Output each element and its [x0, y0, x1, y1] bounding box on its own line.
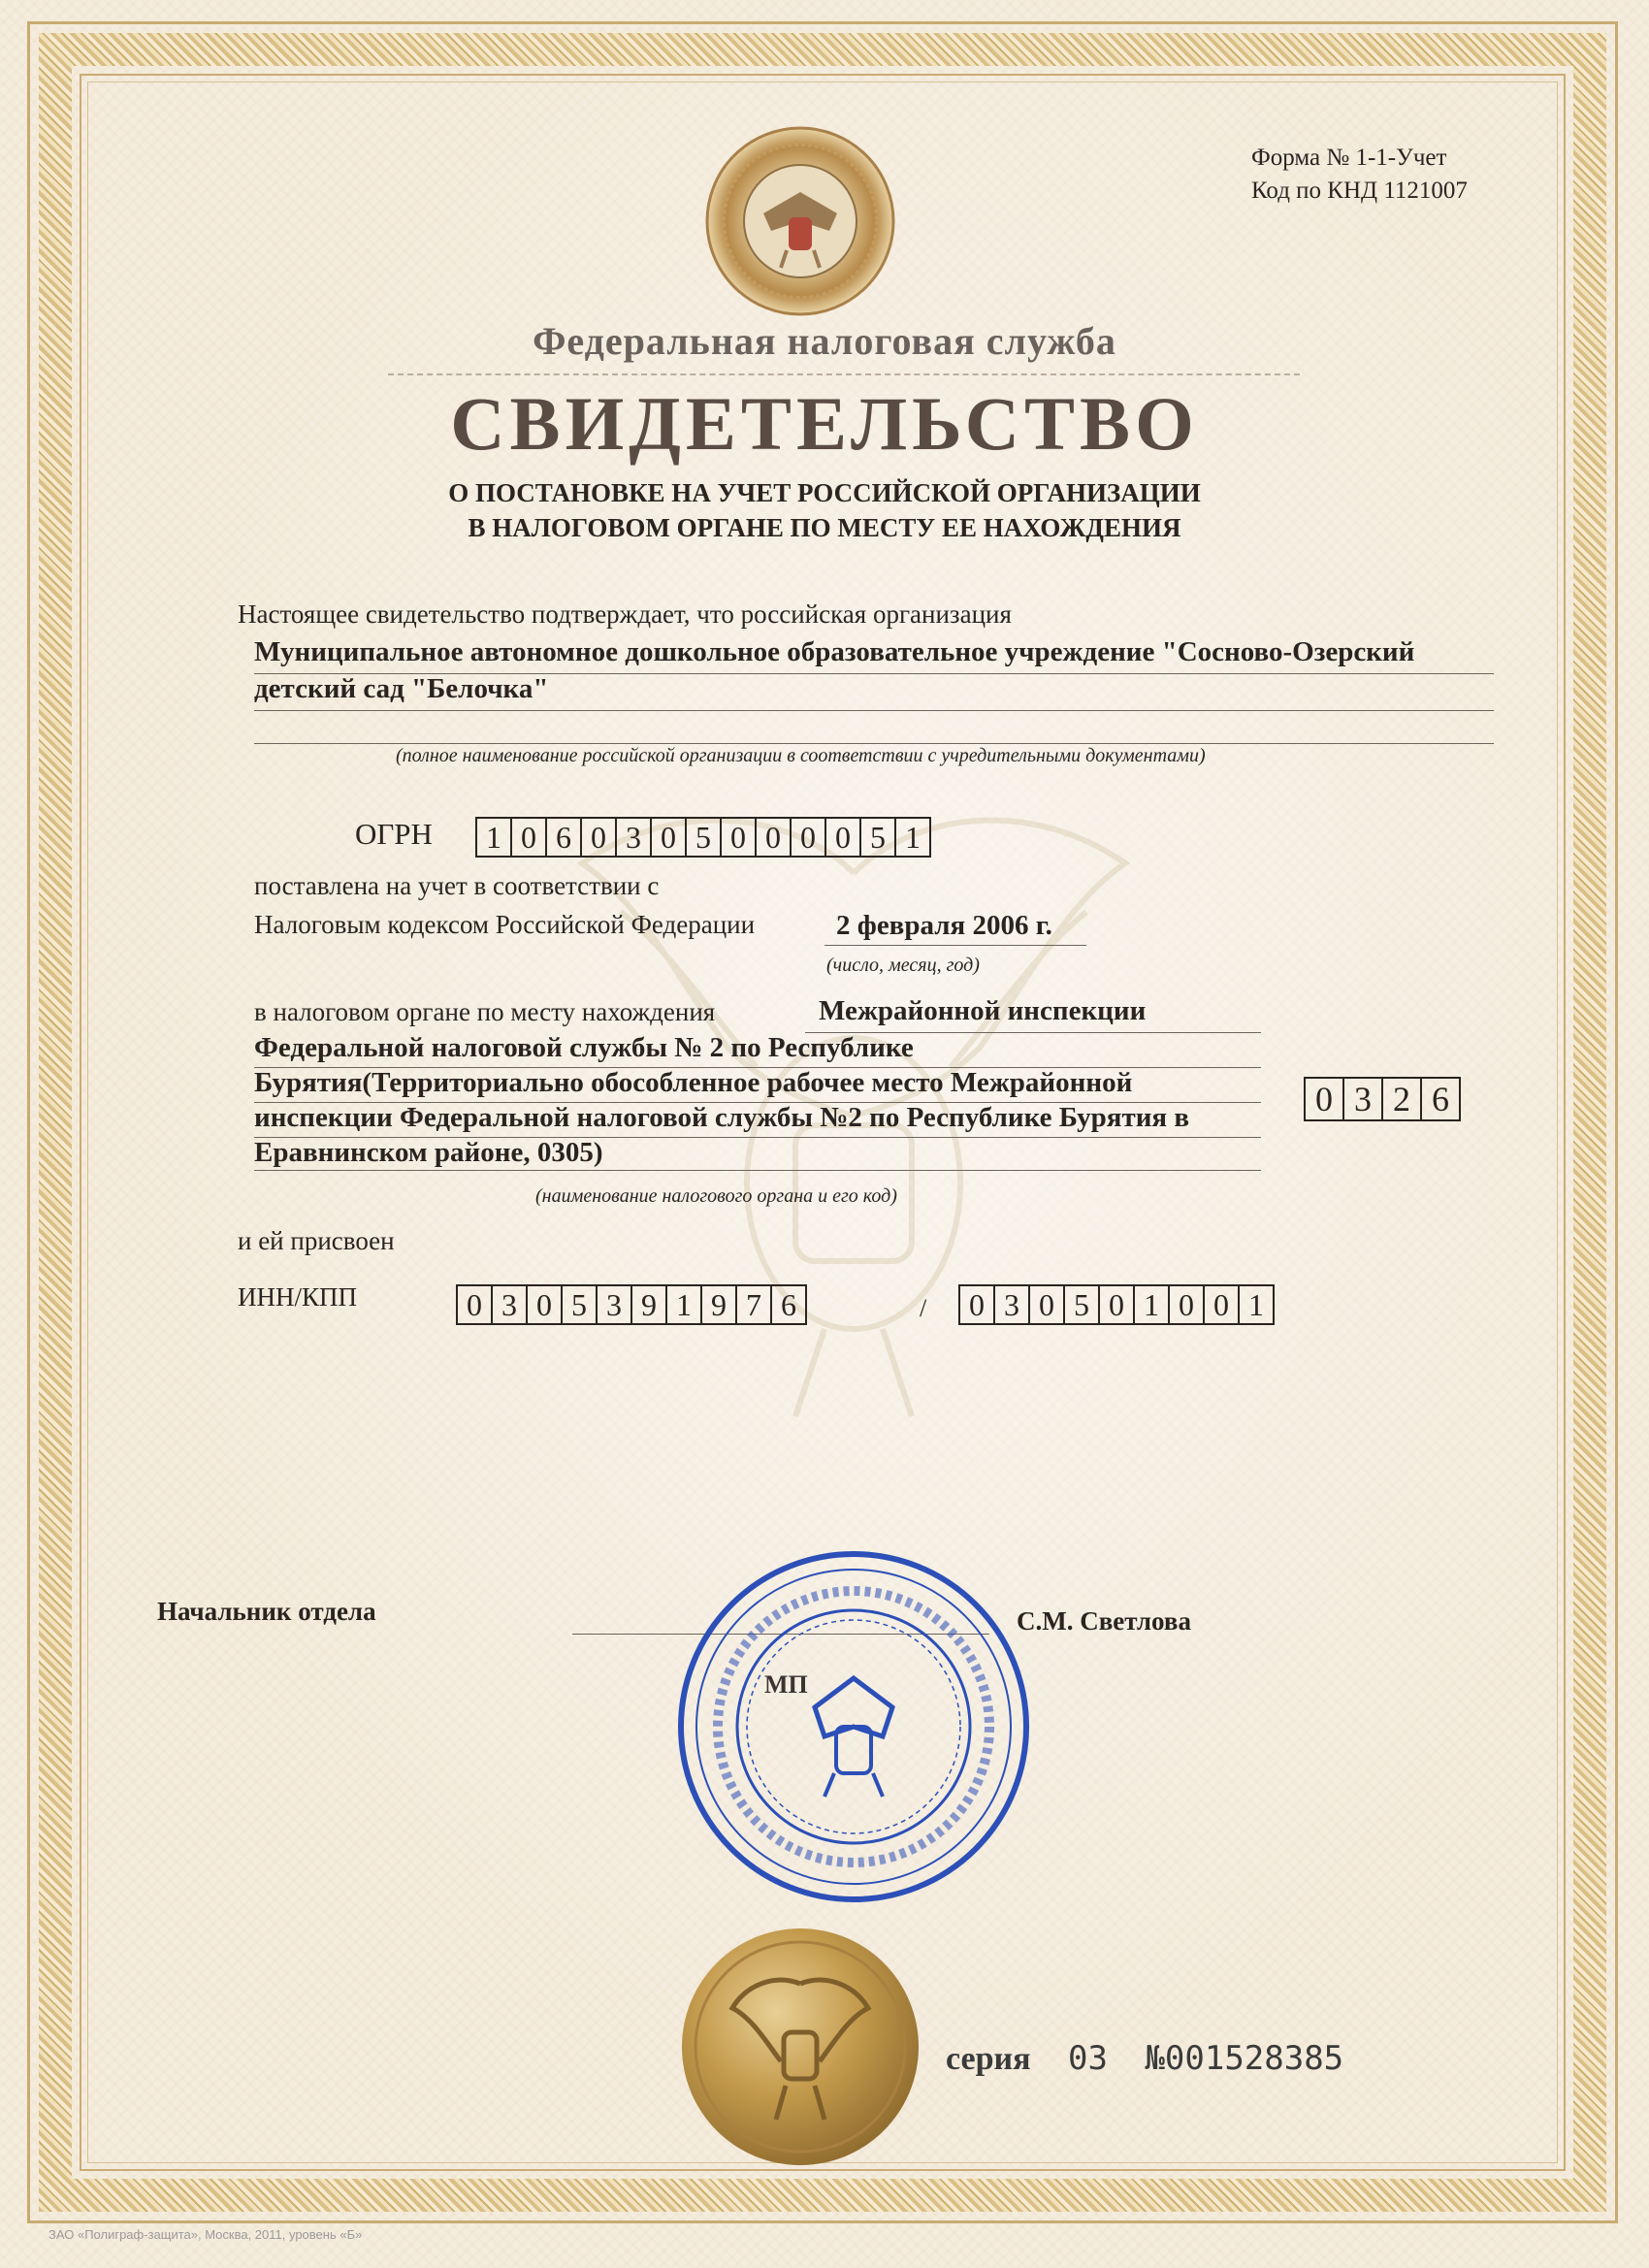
- series-block: [946, 2039, 1343, 2078]
- ogrn-digit: 0: [652, 819, 687, 856]
- inn-digit: 7: [737, 1286, 772, 1323]
- registered-line-2: Налоговым кодексом Российской Федерации: [254, 910, 756, 939]
- series-label: серия: [946, 2041, 1031, 2077]
- tax-office-caption: (наименование налогового органа и его код): [535, 1185, 897, 1207]
- ogrn-digit: 5: [687, 819, 722, 856]
- ogrn-digit: 6: [547, 819, 582, 856]
- kpp-digits: [958, 1284, 1275, 1325]
- knd-code: Код по КНД 1121007: [1251, 178, 1468, 204]
- intro-text: Настоящее свидетельство подтверждает, что российская организация: [238, 599, 1012, 629]
- ogrn-label: ОГРН: [355, 817, 433, 851]
- agency-underline: [388, 373, 1300, 375]
- tax-office-code-digit: 6: [1432, 1080, 1449, 1118]
- inn-kpp-separator: /: [920, 1294, 927, 1322]
- series-value: 03: [1068, 2039, 1108, 2078]
- registered-line-1: поставлена на учет в соответствии с: [254, 871, 660, 900]
- subtitle-line-1: О ПОСТАНОВКЕ НА УЧЕТ РОССИЙСКОЙ ОРГАНИЗАЦИИ: [448, 478, 1201, 507]
- date-rule: [824, 945, 1086, 946]
- inn-digits: [456, 1284, 807, 1325]
- hologram-emblem-icon: [703, 124, 897, 318]
- tax-office-code-digits: [1304, 1077, 1461, 1121]
- kpp-digit: 0: [960, 1286, 995, 1323]
- tax-office-code-digit: 3: [1344, 1079, 1383, 1119]
- form-number-block: [1251, 142, 1468, 208]
- signatory-name: С.М. Светлова: [1017, 1606, 1191, 1636]
- serial-number: №001528385: [1145, 2039, 1344, 2078]
- inn-digit: 3: [493, 1286, 528, 1323]
- ogrn-digit: 0: [722, 819, 757, 856]
- kpp-digit: 5: [1065, 1286, 1100, 1323]
- signatory-position: Начальник отдела: [157, 1597, 376, 1626]
- ogrn-digit: 0: [512, 819, 547, 856]
- subtitle-line-2: В НАЛОГОВОМ ОРГАНЕ ПО МЕСТУ ЕЕ НАХОЖДЕНИЯ: [468, 513, 1181, 542]
- form-number: Форма № 1-1-Учет: [1251, 145, 1447, 171]
- ogrn-digit: 1: [477, 819, 512, 856]
- kpp-digit: 1: [1248, 1287, 1264, 1322]
- org-name-rule-2: [254, 710, 1494, 711]
- official-stamp-icon: [669, 1542, 1038, 1911]
- stamp-mark: МП: [764, 1670, 808, 1699]
- ogrn-digit: 0: [792, 819, 826, 856]
- kpp-digit: 1: [1135, 1286, 1170, 1323]
- ogrn-digit: 0: [826, 819, 861, 856]
- tax-office-line-2: Федеральной налоговой службы № 2 по Республике: [254, 1032, 914, 1063]
- tax-office-line-3: Бурятия(Территориально обособленное рабочее место Межрайонной: [254, 1067, 1133, 1098]
- agency-name: Федеральная налоговая служба: [533, 319, 1116, 363]
- assigned-text: и ей присвоен: [238, 1226, 395, 1255]
- tax-office-line-5: Еравнинском районе, 0305): [254, 1137, 603, 1168]
- ogrn-digit: 1: [905, 820, 921, 855]
- tax-office-prefix: в налоговом органе по месту нахождения: [254, 997, 716, 1026]
- ogrn-digit: 3: [617, 819, 652, 856]
- date-caption: (число, месяц, год): [826, 955, 980, 976]
- inn-digit: 9: [632, 1286, 667, 1323]
- inn-digit: 1: [667, 1286, 702, 1323]
- registration-date: 2 февраля 2006 г.: [836, 910, 1052, 941]
- document-title: СВИДЕТЕЛЬСТВО: [450, 381, 1199, 466]
- ogrn-digit: 5: [861, 819, 896, 856]
- inn-digit: 5: [563, 1286, 598, 1323]
- org-name-caption: (полное наименование российской организации в соответствии с учредительными документами): [396, 745, 1206, 766]
- ogrn-digits: [475, 817, 931, 858]
- printer-info: ЗАО «Полиграф-защита», Москва, 2011, уровень «Б»: [48, 2227, 363, 2242]
- inn-digit: 9: [702, 1286, 737, 1323]
- tax-office-code-digit: 0: [1306, 1079, 1344, 1119]
- org-name-line-2: детский сад "Белочка": [254, 673, 549, 704]
- org-name-rule-3: [254, 743, 1494, 744]
- kpp-digit: 0: [1205, 1286, 1240, 1323]
- tax-office-line-1: Межрайонной инспекции: [819, 995, 1147, 1026]
- tax-office-rule-5: [254, 1170, 1261, 1171]
- org-name-line-1: Муниципальное автономное дошкольное образовательное учреждение "Сосново-Озерский: [254, 636, 1415, 667]
- ogrn-digit: 0: [582, 819, 617, 856]
- inn-digit: 3: [598, 1286, 632, 1323]
- gold-seal-icon: [679, 1926, 922, 2168]
- tax-office-code-digit: 2: [1383, 1079, 1422, 1119]
- inn-digit: 0: [528, 1286, 563, 1323]
- inn-kpp-label: ИНН/КПП: [238, 1282, 358, 1312]
- inn-digit: 0: [458, 1286, 493, 1323]
- document-subtitle: [0, 475, 1649, 545]
- kpp-digit: 0: [1170, 1286, 1205, 1323]
- ogrn-digit: 0: [757, 819, 792, 856]
- kpp-digit: 3: [995, 1286, 1030, 1323]
- inn-digit: 6: [781, 1287, 796, 1322]
- tax-office-line-4: инспекции Федеральной налоговой службы №2 по Республике Бурятия в: [254, 1102, 1190, 1133]
- kpp-digit: 0: [1100, 1286, 1135, 1323]
- kpp-digit: 0: [1030, 1286, 1065, 1323]
